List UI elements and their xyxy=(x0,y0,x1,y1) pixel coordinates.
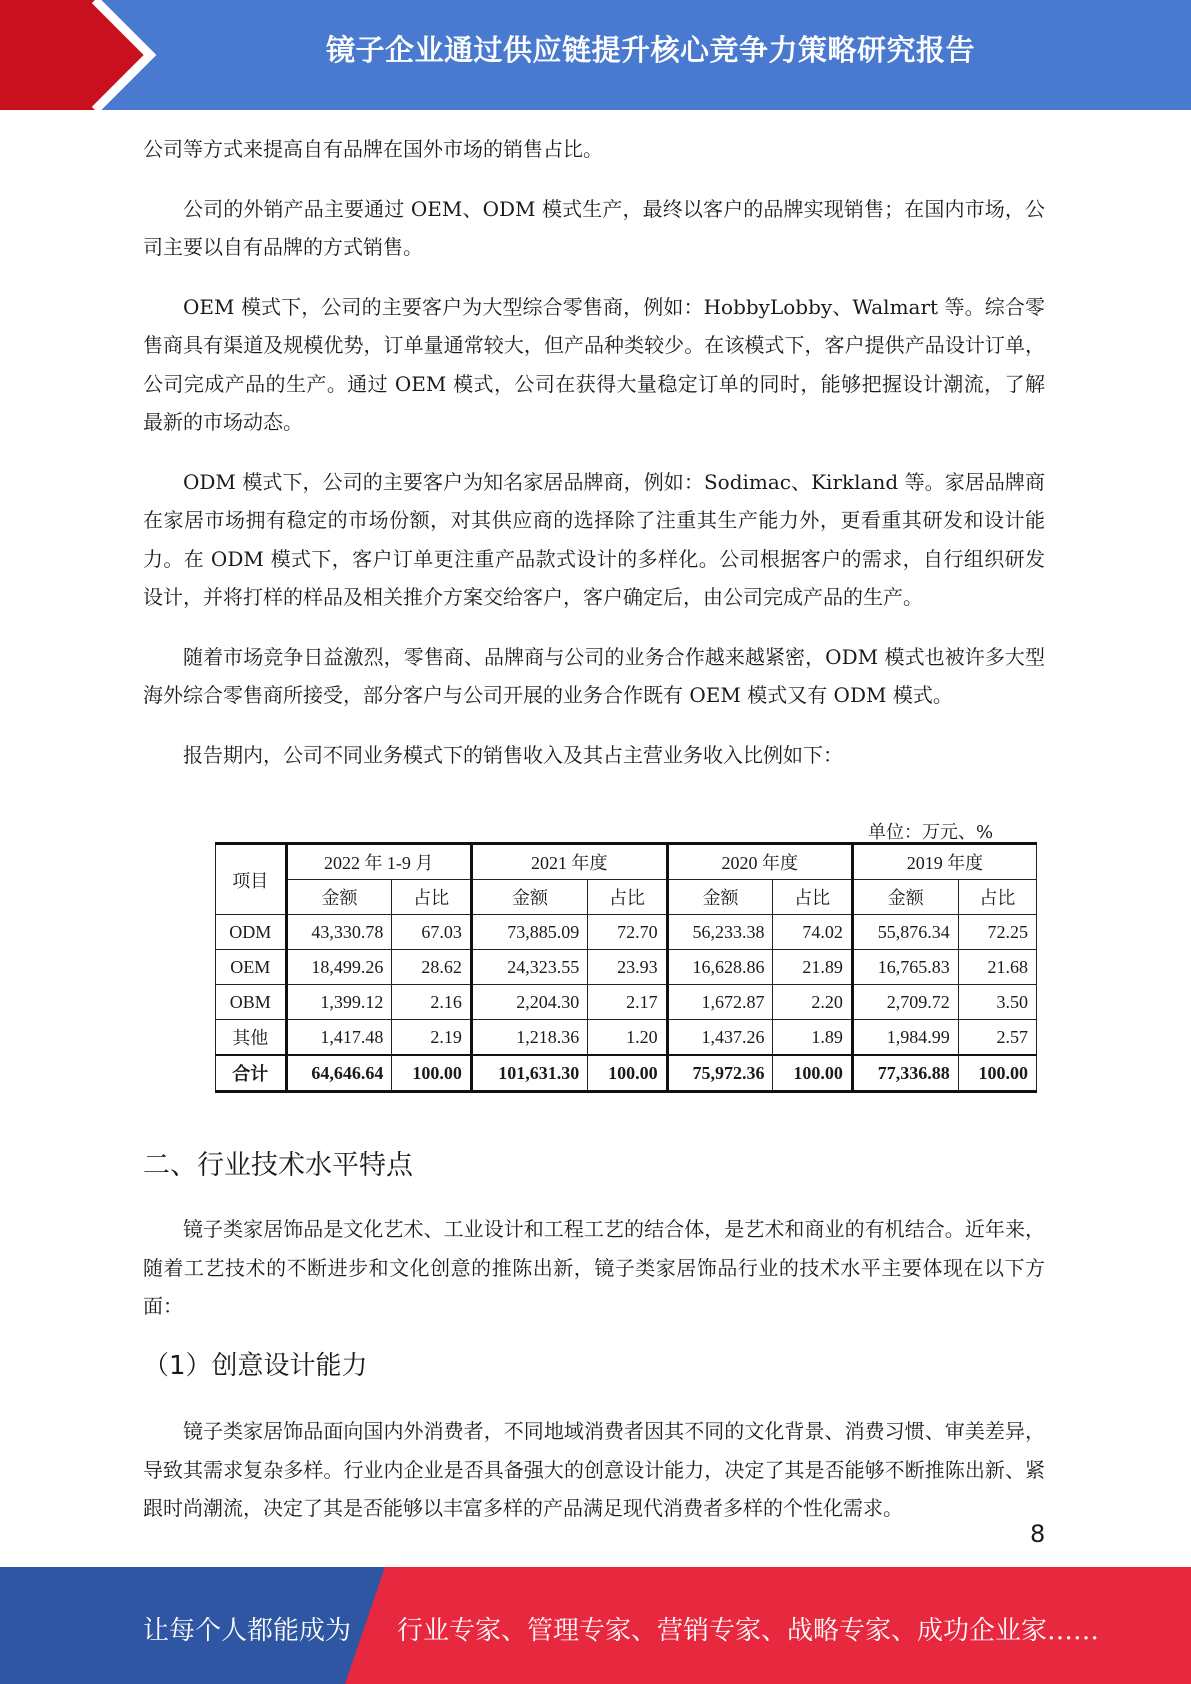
amount-cell: 101,631.30 xyxy=(471,1055,587,1092)
ratio-cell: 2.20 xyxy=(773,985,852,1020)
amount-cell: 2,204.30 xyxy=(471,985,587,1020)
ratio-cell: 1.20 xyxy=(588,1020,667,1056)
section-intro: 镜子类家居饰品是文化艺术、工业设计和工程工艺的结合体，是艺术和商业的有机结合。近年来，随着工艺技术的不断进步和文化创意的推陈出新，镜子类家居饰品行业的技术水平主要体现在以下方面： xyxy=(143,1217,1045,1318)
row-label: ODM xyxy=(216,915,287,950)
amount-cell: 16,628.86 xyxy=(667,950,773,985)
sales-mode-table xyxy=(215,842,1037,1093)
ratio-cell: 21.68 xyxy=(958,950,1036,985)
amount-cell: 55,876.34 xyxy=(852,915,958,950)
subsection-heading: （1）创意设计能力 xyxy=(143,1351,368,1381)
ratio-cell: 21.89 xyxy=(773,950,852,985)
row-label: 其他 xyxy=(216,1020,287,1056)
amount-cell: 1,399.12 xyxy=(286,985,392,1020)
page-header xyxy=(0,0,1191,110)
paragraph: ODM 模式下，公司的主要客户为知名家居品牌商，例如：Sodimac、Kirkland 等。家居品牌商在家居市场拥有稳定的市场份额，对其供应商的选择除了注重其生产能力外，更看重其研发和设计能力。在 ODM 模式下，客户订单更注重产品款式设计的多样化。公司根据客户的需求，自行组织研发设计，并将打样的样品及相关推介方案交给客户，客户确定后，由公司完成产品的生产。 xyxy=(143,469,1045,609)
amount-cell: 1,218.36 xyxy=(471,1020,587,1056)
amount-cell: 77,336.88 xyxy=(852,1055,958,1092)
table-unit-label: 单位：万元、% xyxy=(868,822,994,843)
table-header-row xyxy=(216,844,1037,880)
amount-cell: 1,417.48 xyxy=(286,1020,392,1056)
amount-cell: 18,499.26 xyxy=(286,950,392,985)
footer-slogan-left: 让每个人都能成为 xyxy=(143,1616,352,1646)
row-label: OEM xyxy=(216,950,287,985)
paragraph: 公司等方式来提高自有品牌在国外市场的销售占比。 xyxy=(143,137,603,161)
amount-cell: 73,885.09 xyxy=(471,915,587,950)
amount-header: 金额 xyxy=(667,880,773,915)
table-row xyxy=(216,915,1037,950)
body-content xyxy=(143,130,1045,774)
amount-header: 金额 xyxy=(852,880,958,915)
ratio-cell: 28.62 xyxy=(392,950,471,985)
table-row xyxy=(216,1020,1037,1056)
ratio-cell: 2.57 xyxy=(958,1020,1036,1056)
amount-cell: 1,984.99 xyxy=(852,1020,958,1056)
period-header: 2020 年度 xyxy=(667,844,852,880)
item-header: 项目 xyxy=(216,844,287,915)
amount-header: 金额 xyxy=(286,880,392,915)
row-label: 合计 xyxy=(216,1055,287,1092)
amount-cell: 43,330.78 xyxy=(286,915,392,950)
table-row xyxy=(216,1055,1037,1092)
period-header: 2021 年度 xyxy=(471,844,667,880)
paragraph: 随着市场竞争日益激烈，零售商、品牌商与公司的业务合作越来越紧密，ODM 模式也被许多大型海外综合零售商所接受，部分客户与公司开展的业务合作既有 OEM 模式又有 ODM 模式。 xyxy=(143,644,1045,707)
amount-cell: 1,672.87 xyxy=(667,985,773,1020)
ratio-cell: 2.16 xyxy=(392,985,471,1020)
ratio-cell: 3.50 xyxy=(958,985,1036,1020)
paragraph: OEM 模式下，公司的主要客户为大型综合零售商，例如：HobbyLobby、Walmart 等。综合零售商具有渠道及规模优势，订单量通常较大，但产品种类较少。在该模式下，客户提供产品设计订单，公司完成产品的生产。通过 OEM 模式，公司在获得大量稳定订单的同时，能够把握设计潮流，了解最新的市场动态。 xyxy=(143,294,1045,434)
ratio-header: 占比 xyxy=(392,880,471,915)
amount-cell: 1,437.26 xyxy=(667,1020,773,1056)
amount-cell: 75,972.36 xyxy=(667,1055,773,1092)
table-row xyxy=(216,950,1037,985)
ratio-cell: 2.19 xyxy=(392,1020,471,1056)
section-heading: 二、行业技术水平特点 xyxy=(143,1150,413,1181)
ratio-cell: 67.03 xyxy=(392,915,471,950)
ratio-cell: 72.25 xyxy=(958,915,1036,950)
amount-cell: 2,709.72 xyxy=(852,985,958,1020)
row-label: OBM xyxy=(216,985,287,1020)
page-number: 8 xyxy=(1030,1520,1046,1548)
amount-cell: 64,646.64 xyxy=(286,1055,392,1092)
header-title: 镜子企业通过供应链提升核心竞争力策略研究报告 xyxy=(325,33,975,67)
table-row xyxy=(216,985,1037,1020)
amount-cell: 16,765.83 xyxy=(852,950,958,985)
period-header: 2019 年度 xyxy=(852,844,1036,880)
period-header: 2022 年 1-9 月 xyxy=(286,844,471,880)
ratio-header: 占比 xyxy=(588,880,667,915)
amount-header: 金额 xyxy=(471,880,587,915)
ratio-cell: 23.93 xyxy=(588,950,667,985)
ratio-cell: 100.00 xyxy=(588,1055,667,1092)
header-chevron-decoration xyxy=(0,0,160,110)
ratio-cell: 2.17 xyxy=(588,985,667,1020)
ratio-cell: 72.70 xyxy=(588,915,667,950)
paragraph: 公司的外销产品主要通过 OEM、ODM 模式生产，最终以客户的品牌实现销售；在国内市场，公司主要以自有品牌的方式销售。 xyxy=(143,196,1045,259)
ratio-cell: 1.89 xyxy=(773,1020,852,1056)
subsection-text: 镜子类家居饰品面向国内外消费者，不同地域消费者因其不同的文化背景、消费习惯、审美差异，导致其需求复杂多样。行业内企业是否具备强大的创意设计能力，决定了其是否能够不断推陈出新、紧跟时尚潮流，决定了其是否能够以丰富多样的产品满足现代消费者多样的个性化需求。 xyxy=(143,1419,1045,1520)
amount-cell: 24,323.55 xyxy=(471,950,587,985)
paragraph: 报告期内，公司不同业务模式下的销售收入及其占主营业务收入比例如下： xyxy=(183,742,843,767)
footer-slogan-right: 行业专家、管理专家、营销专家、战略专家、成功企业家…… xyxy=(397,1616,1100,1646)
table-subheader-row xyxy=(216,880,1037,915)
ratio-cell: 100.00 xyxy=(773,1055,852,1092)
ratio-cell: 100.00 xyxy=(392,1055,471,1092)
ratio-cell: 74.02 xyxy=(773,915,852,950)
amount-cell: 56,233.38 xyxy=(667,915,773,950)
ratio-header: 占比 xyxy=(773,880,852,915)
ratio-cell: 100.00 xyxy=(958,1055,1036,1092)
ratio-header: 占比 xyxy=(958,880,1036,915)
